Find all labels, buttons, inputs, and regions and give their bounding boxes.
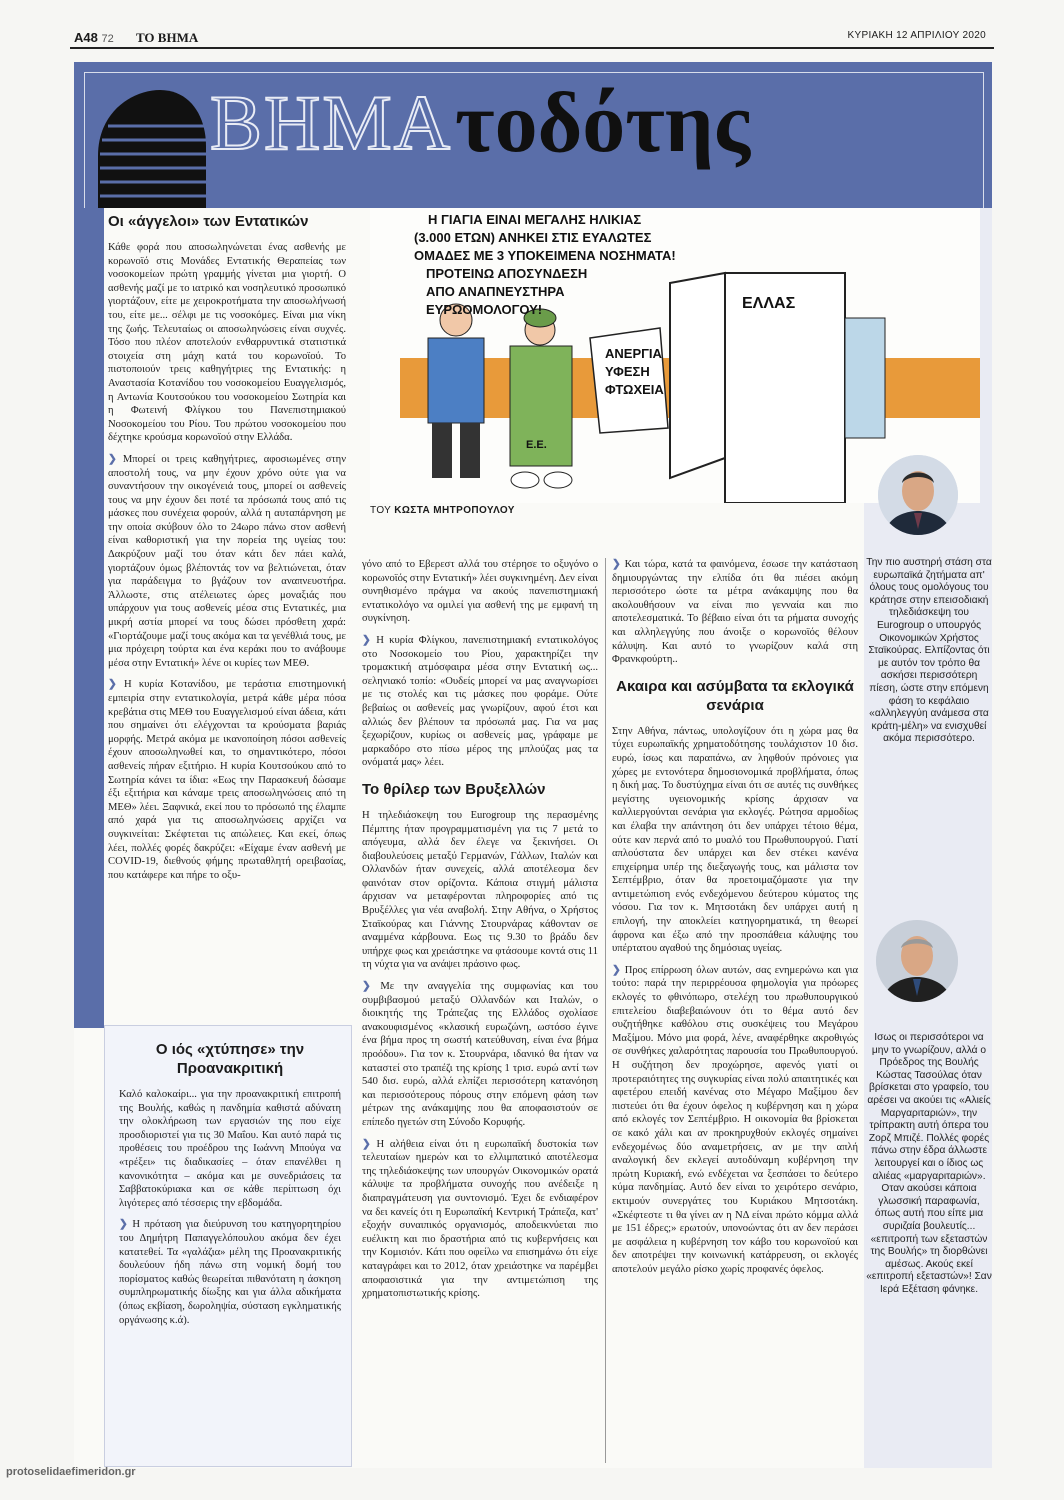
head-silhouette-icon	[88, 86, 208, 208]
paragraph: ❯ Προς επίρρωση όλων αυτών, σας ενημερώνω και για τούτο: παρά την περιρρέουσα φημολογία για πρόωρες εκλογές το φθινόπωρο, στελέχη του πρωθυπουργικού επιτελείου διαβεβαιώνουν ότι το θέμα αυτό δεν συζητήθηκε καθόλου στις συσκέψεις του Μεγάρου Μαξίμου. Μόνο μια φορά, λένε, αναφέρθηκε ακροθιγώς σε συνθήκες χαλαρότητας παρουσία του Πρωθυπουργού. Η συζήτηση δεν προχώρησε, αφενός γιατί οι προτεραιότητες της συγκυρίας είναι πολύ απαιτητικές και αφετέρου επειδή κανένας στο Μέγαρο Μαξίμου δεν πιστεύει ότι θα έχουν όφελος η κυβέρνηση και η χώρα από εκλογές τον Σεπτέμβριο. Η οικονομία θα βρίσκεται σε κακό χάλι και αν προκηρυχθούν εκλογές σημαίνει ενδεχομένως δύο αναμετρήσεις, αν με την απλή αναλογική δεν εκλεγεί αυτοδύναμη κυβέρνηση την πρώτη Κυριακή, ενώ ενδέχεται να ξεσπάσει το δεύτερο κύμα πανδημίας. Αυτό δεν είναι το χειρότερο σενάριο, εκτιμούν συνεργάτες του Κυριάκου Μητσοτάκη. «Σκέφτεστε τι θα γίνει αν η ΝΔ είναι πρώτο κόμμα αλλά με 151 έδρες;» ερωτούν, υπονοώντας ότι αν δεν περάσει με ασφάλεια η κυβέρνηση τον κάβο του κορωνοϊού και δεν αποτρέψει την κοινωνική κατάρρευση, οι εκλογές αποτελούν μεγάλο ρίσκο χωρίς προφανές όφελος.	[612, 964, 858, 1275]
sidebar-caption: Ισως οι περισσότεροι να μην το γνωρίζουν, αλλά ο Πρόεδρος της Βουλής Κώστας Τασούλας όταν βρίσκεται στο γραφείο, του αρέσει να ακούει τις «Αλιείς Μαργαριταριών», την τρίπρακτη αυτή όπερα του Ζορζ Μπιζέ. Πολλές φορές πάνω στην έδρα άλλωστε λειτουργεί και ο ίδιος ως αλιέας «μαργαριταριών». Οταν ακούσει κάποια γλωσσική παραφωνία, όπως αυτή που είπε μια συριζαία βουλευτίς... «επιτροπή των εξεταστών της Βουλής» τη διορθώνει αμέσως. Ακούς εκεί «επιτροπή εξεταστών»! Σαν Ιερά Εξέταση φάνηκε.	[866, 1032, 992, 1295]
paragraph: Καλό καλοκαίρι... για την προανακριτική επιτροπή της Βουλής, καθώς η πανδημία καθιστά αδύνατη την ολοκλήρωση των εργασιών της που είχε προσδιοριστεί για τις 30 Μαΐου. Και αυτό παρά τις προθέσεις του προέδρου της Ιωάννη Μπούγα να «τρέξει» τις διαδικασίες – όταν επανέλθει η κανονικότητα – ακόμα και με συνεδριάσεις τα Σαββατοκύριακα και σε κάθε περίπτωση όχι λιγότερες από τέσσερις την εβδομάδα.	[119, 1089, 341, 1209]
left-color-strip	[74, 208, 104, 1028]
paragraph-marker-icon: ❯	[119, 1219, 128, 1231]
paragraph: Η τηλεδιάσκεψη του Eurogroup της περασμένης Πέμπτης ήταν προγραμματισμένη για τις 7 μετά το απόγευμα, αλλά δεν έλεγε να ξεκινήσει. Οι διαβουλεύσεις μεταξύ Γερμανών, Γάλλων, Ιταλών και Ολλανδών ήταν συνεχείς, αλλά αποτέλεσμα δεν φαινόταν στον ορίζοντα. Κάποια στιγμή μάλιστα άρχισαν να μεταφέρονται πληροφορίες από τις Βρυξέλλες για νέα αναβολή. Στην Αθήνα, ο Χρήστος Σταϊκούρας και Γιάννης Στουρνάρας κάθονταν σε αναμμένα κάρβουνα. Εως τις 9.30 το βράδυ δεν υπήρχε φως και χρειάστηκε να φτάσουμε κοντά στις 11 τη νύχτα για να ανάψει πράσινο φως.	[362, 809, 598, 971]
cartoon-drawing	[370, 208, 980, 503]
paragraph: ❯ Μπορεί οι τρεις καθηγήτριες, αφοσιωμένες στην αποστολή τους, να μην έχουν χρόνο ούτε για να συναντήσουν την οικογένειά τους, μπορεί οι ασθενείς τους να μην έχουν δει ποτέ τα πρόσωπά τους από τις μάσκες που συνέχεια φορούν, αλλά η αυταπάρνηση με την οποία σκύβουν όλο το 24ωρο πάνω στον ασθενή είναι καθοριστική για την πορεία της υγείας του: Δακρύζουν μαζί του όταν κάτι δεν πάει καλά, γιορτάζουν όμως βλέποντάς τον να βελτιώνεται, όταν για παράδειγμα το βγάζουν τον αναπνευστήρα. Άλλωστε, στις ατέλειωτες ώρες μοναξιάς που υπάρχουν για τους ασθενείς μέσα στις Εντατικές, μια μικρή αστία μπορεί να τους δώσει πρόσθετη χαρά: «Γιορτάζουμε μαζί τους ακόμα και τα γενέθλιά τους, με μια πρόχειρη τούρτα και ένα κεράκι που το ανάβουμε μέσα στην Εντατική» λένε οι κυρίες των ΜΕΘ.	[108, 453, 346, 669]
paragraph: ❯ Η κυρία Κοτανίδου, με τεράστια επιστημονική εμπειρία στην εντατικολογία, μετρά κάθε μέρα πόσα κρεβάτια στις ΜΕΘ του Ευαγγελισμού είναι άδεια, κάτι που σημαίνει ότι ελέγχονται τα κρούσματα βαριάς μορφής. Μετρά ακόμα με ικανοποίηση πόσοι ασθενείς έχουν αποσωληνωθεί και, το σημαντικότερο, πόσοι ασθενείς πήραν εξιτήριο. Η κυρία Κουτσούκου από το Σωτηρία κάνει τα ίδια: «Εως την Παρασκευή δώσαμε έξι εξιτήρια και κάναμε τρεις αποσωληνώσεις από τη ΜΕΘ» λέει. Ξαφνικά, εκεί που το πρόσωπό της έλαμπε από χαρά για τις αποσωληνώσεις αρχίζει να συγκινείται: Σκέφτεται τις απώλειες. Και εκεί, όπως λέει, πολλές φορές δακρύζει: «Είχαμε έναν ασθενή με COVID-19, διεθνούς φήμης πρωταθλητή ορειβασίας, που κατάφερε και πήρε το οξυ-	[108, 679, 346, 881]
article-preliminary-committee-box	[104, 1025, 352, 1467]
door-label: ΕΛΛΑΣ	[742, 295, 796, 312]
paragraph-marker-icon: ❯	[108, 453, 117, 465]
paragraph: ❯ Η κυρία Φλίγκου, πανεπιστημιακή εντατικολόγος στο Νοσοκομείο του Ρίου, χαρακτηρίζει την τρομακτική ατμόσφαιρα μέσα στην Εντατική ως... σεληνιακό τοπίο: «Ουδείς μπορεί να μας αναγνωρίσει με τις στολές και τις μάσκες που φοράμε. Ούτε βεβαίως οι ασθενείς μας γνωρίζουν, αφού έτσι και αλλιώς δεν βλέπουν τα πρόσωπά μας. Για να μας ξεχωρίζουν, κυρίως οι ασθενείς μας, γράφαμε με μαρκαδόρο στο πίσω μέρος της μπλούζας μας τα ονόματά μας» λέει.	[362, 634, 599, 769]
cartoon-speech-line: ΟΜΑΔΕΣ ΜΕ 3 ΥΠΟΚΕΙΜΕΝΑ ΝΟΣΗΜΑΤΑ!	[414, 248, 676, 263]
cartoon-speech-line: ΠΡΟΤΕΙΝΩ ΑΠΟΣΥΝΔΕΣΗ	[426, 266, 588, 281]
paragraph-marker-icon: ❯	[362, 1138, 371, 1150]
cartoon-credit: ΤΟΥ ΚΩΣΤΑ ΜΗΤΡΟΠΟΥΛΟΥ	[370, 505, 515, 516]
paragraph: γόνο από το Εβερεστ αλλά του στέρησε το οξυγόνο ο κορωνοϊός στην Εντατική» λέει συγκινημένη. Δεν είναι συνηθισμένο πράγμα να ακούς πανεπιστημιακή εντατικολόγο να ομιλεί για ασθενή της με εμφανή τη συγκίνηση.	[362, 559, 598, 625]
paragraph: ❯ Με την αναγγελία της συμφωνίας και του συμβιβασμού μεταξύ Ολλανδών και Ιταλών, ο διοικητής της Τράπεζας της Ελλάδος σχολίασε ανακουφισμένος «κλασική ευρωζώνη, ωστόσο έγινε ένα βήμα προς τη σωστή κατεύθυνση, είναι ένα βήμα προόδου». Για τον κ. Στουρνάρα, ιδανικό θα ήταν να καταστεί στο τραπέζι της κρίσης 1 τρισ. ευρώ αντί των 540 δισ. ευρώ, αλλά ελπίζει περισσότερη κατανόηση και περισσότερους πόρους στην επόμενη φάση των μέτρων της ανάκαμψης που θα αποφασιστούν σε επίπεδο ηγετών στη Σύνοδο Κορυφής.	[362, 981, 598, 1128]
watermark: protoselidaefimeridon.gr	[6, 1466, 136, 1478]
article-title: Το θρίλερ των Βρυξελλών	[362, 780, 546, 798]
paragraph: Κάθε φορά που αποσωληνώνεται ένας ασθενής με κορωνοϊό στις Μονάδες Εντατικής Θεραπείας των νοσοκομείων πρώτη γραμμής γίνεται μια γιορτή. Ο ασθενής μαζί με το ιατρικό και νοσηλευτικό προσωπικό γιορτάζουν, είτε με χειροκροτήματα την αποσωλήνωσή του, είτε με... σέλφι με τις νοσοκόμες. Είναι μια νίκη της ζωής. Τελευταίως οι αποσωληνώσεις είναι συχνές. Τόσο που πλέον αποτελούν ενθαρρυντικά στατιστικά στοιχεία στη μάχη κατά του κορωνοϊού. Το πιστοποιούν τρεις καθηγήτριες της Εντατικής: η Αναστασία Κοτανίδου του νοσοκομείου Ευαγγελισμός, η Αντωνία Κουτσούκου του νοσοκομείου Σωτηρία και η Φωτεινή Φλίγκου του Πανεπιστημιακού Νοσοκομείου του Ρίου. Του πρώτου νοσοκομείου που δέχτηκε κρούσμα κορωνοϊού στην Ελλάδα.	[108, 242, 346, 444]
paragraph: ❯ Και τώρα, κατά τα φαινόμενα, έσωσε την κατάσταση δημιουργώντας την ελπίδα ότι θα πιέσει ακόμη περισσότερο ώστε τα μέτρα ανάκαμψης που θα ακολουθήσουν να είναι πιο γενναία και πιο αποτελεσματικά. Το βέβαιο είναι ότι τα ρήματα συνοχής και αλληλεγγύης που άνοιξε ο κορωνοϊός θέλουν κάλυψη. Και αυτό το γνωρίζουν καλά στη Φρανκφούρτη..	[612, 559, 858, 666]
chart-line: ΑΝΕΡΓΙΑ	[605, 346, 662, 361]
paragraph-marker-icon: ❯	[362, 634, 371, 646]
masthead-vima: ΒΗΜΑ	[210, 79, 453, 166]
cartoon-speech-line: ΕΥΡΩΟΜΟΛΟΓΟΥ!	[426, 302, 543, 317]
header-rule	[70, 47, 994, 49]
masthead-todotis: τοδότης	[455, 74, 751, 170]
paragraph-marker-icon: ❯	[108, 679, 117, 691]
column-right	[612, 558, 858, 1285]
column-middle	[362, 558, 598, 1309]
newspaper-name: ΤΟ ΒΗΜΑ	[136, 30, 199, 45]
paragraph-marker-icon: ❯	[612, 559, 621, 570]
coat-label: Ε.Ε.	[526, 439, 547, 451]
portrait-tasoulas	[876, 920, 958, 1002]
column-divider	[605, 558, 606, 1463]
paragraph-marker-icon: ❯	[362, 981, 371, 993]
chart-line: ΥΦΕΣΗ	[605, 364, 650, 379]
cartoon-speech-line: (3.000 ΕΤΩΝ) ΑΝΗΚΕΙ ΣΤΙΣ ΕΥΑΛΩΤΕΣ	[414, 230, 652, 245]
cartoon-speech-line: Η ΓΙΑΓΙΑ ΕΙΝΑΙ ΜΕΓΑΛΗΣ ΗΛΙΚΙΑΣ	[428, 212, 642, 227]
article-title: Ο ιός «χτύπησε» την Προανακριτική	[155, 1041, 305, 1077]
article-intensive-care	[108, 208, 346, 890]
article-title: Οι «άγγελοι» των Εντατικών	[108, 213, 309, 230]
paragraph: ❯ Η πρόταση για διεύρυνση του κατηγορητηρίου του Δημήτρη Παπαγγελόπουλου ακόμα δεν έχει κατατεθεί. Τα «γαλάζια» μέλη της Προανακριτικής δουλεύουν ήδη πάνω στη νομική δομή του πορίσματος καθώς θεωρείται πιθανότατη η άσκηση συμπληρωματικής δίωξης και για άλλα αδικήματα (όπως εκβίαση, δωροληψία, σύσταση εγκληματικής οργάνωσης κ.ά).	[119, 1219, 341, 1326]
cartoon-speech-line: ΑΠΟ ΑΝΑΠΝΕΥΣΤΗΡΑ	[426, 284, 565, 299]
issue-date: ΚΥΡΙΑΚΗ 12 ΑΠΡΙΛΙΟΥ 2020	[847, 30, 986, 41]
article-title: Ακαιρα και ασύμβατα τα εκλογικά σενάρια	[616, 677, 854, 714]
paragraph: Στην Αθήνα, πάντως, υπολογίζουν ότι η χώρα μας θα τύχει ευρωπαϊκής χρηματοδότησης τουλάχιστον 10 δισ. ευρώ, ίσως και παραπάνω, αν ληφθούν πρόνοιες για χώρες με εντονότερα δημοσιονομικά προβλήματα, όπως η δική μας. Το δυστύχημα είναι ότι σε αυτές τις συνθήκες μεγίστης υγειονομικής κρίσης άρχισαν να καλλιεργούνται σενάρια για εκλογές. Ρώτησα αρμοδίως και έλαβα την απάντηση ότι δεν υπάρχει τέτοιο θέμα, ούτε καν περνά από το μυαλό του Πρωθυπουργού. Γιατί απλούστατα δεν υπάρχει και δεν στέκει κανένα επιχείρημα υπέρ της διεξαγωγής τους, και μάλιστα τον Σεπτέμβριο, όταν θα προετοιμαζόμαστε για την αντιμετώπιση ενός ενδεχόμενου δεύτερου κύματος της νόσου. Για τον κ. Μητσοτάκη δεν υπάρχει αυτή η επιλογή, την αποκλείει κατηγορηματικά, τη θεωρεί άφρονα και έξω από την προσπάθεια κάλυψης του υπέρτατου αγαθού της δημόσιας υγείας.	[612, 725, 858, 955]
political-cartoon	[370, 208, 980, 503]
page-number: A48 72	[74, 30, 114, 45]
sidebar-caption: Την πιο αυστηρή στάση στα ευρωπαϊκά ζητήματα απ' όλους τους ομολόγους του κράτησε στην επεισοδιακή τηλεδιάσκεψη του Eurogroup ο υπουργός Οικονομικών Χρήστος Σταϊκούρας. Ελπίζοντας ότι με αυτόν τον τρόπο θα ασκήσει περισσότερη πίεση, ώστε στην επόμενη φάση το κεφάλαιο «αλληλεγγύη ανάμεσα στα κράτη-μέλη» να ενισχυθεί ακόμα περισσότερο.	[866, 557, 992, 745]
portrait-staikouras	[878, 455, 958, 535]
paragraph-marker-icon: ❯	[612, 964, 621, 976]
chart-line: ΦΤΩΧΕΙΑ	[605, 382, 664, 397]
paragraph: ❯ Η αλήθεια είναι ότι η ευρωπαϊκή δυστοκία των τελευταίων ημερών και το ελλιμπατικό αποτέλεσμα της τηλεδιάσκεψης των υπουργών Οικονομικών ορατά κάλυψε τα προβλήματα συνοχής που ανέδειξε η διαπραγμάτευση για συντονισμό. Έχει δε ενδιαφέρον να δει κανείς ότι η Ευρωπαϊκή Κεντρική Τράπεζα, κατ' εξοχήν συναιπικός οργανισμός, αποδεικνύεται πιο ευέλικτη και πιο δραστήρια από τις κυβερνήσεις και την Κομισιόν. Κάτι που οφείλω να επισημάνω ότι είχε καταγράφει και το 2012, όταν χρειάστηκε να παρέμβει αποφασιστικά για την αντιμετώπιση της χρηματοπιστωτικής κρίσης.	[362, 1138, 598, 1300]
